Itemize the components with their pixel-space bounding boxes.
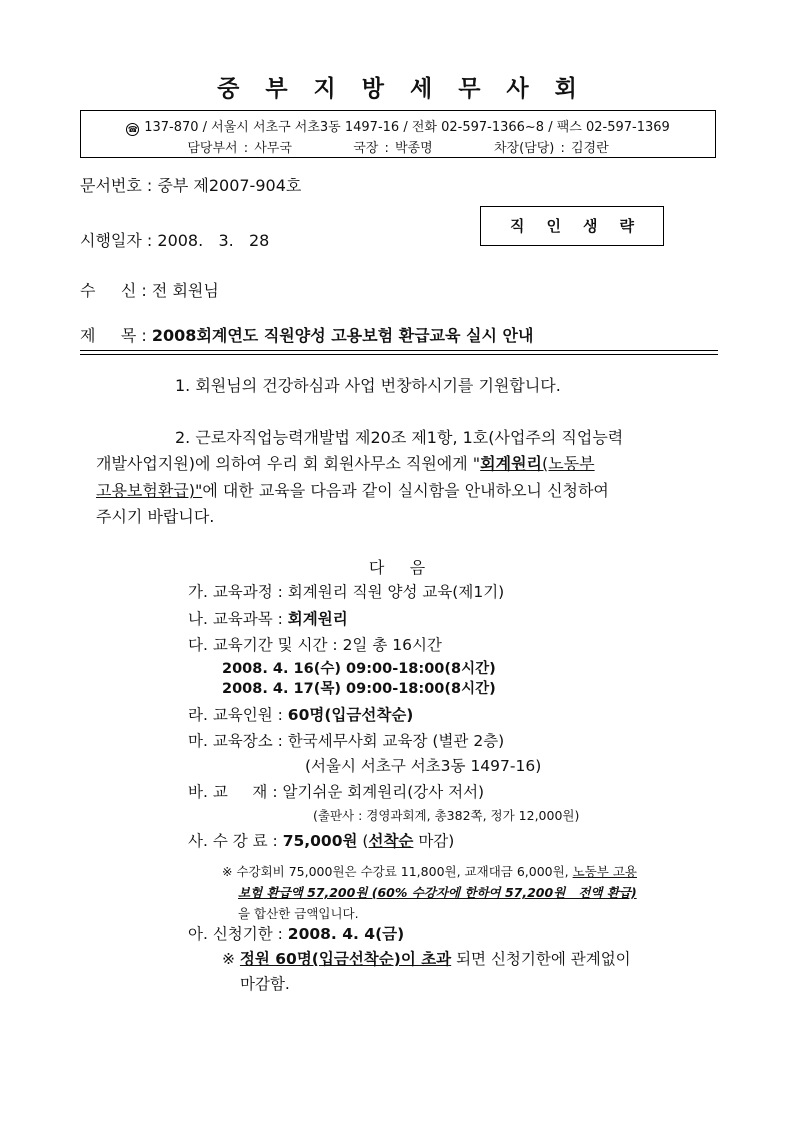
divider [80,350,718,351]
deadline-warning: ※ 정원 60명(입금선착순)이 초과 되면 신청기한에 관계없이 [222,950,631,968]
item-da: 다. 교육기간 및 시간 : 2일 총 16시간 [188,636,442,654]
subject-text: 2008회계연도 직원양성 고용보험 환급교육 실시 안내 [151,326,534,345]
details-heading: 다 음 [368,558,426,577]
paragraph-1: 1. 회원님의 건강하심과 사업 번창하시기를 기원합니다. [175,376,561,395]
item-ba: 바. 교 재 : 알기쉬운 회계원리(강사 저서) [188,783,485,801]
item-da-date-1: 2008. 4. 16(수) 09:00-18:00(8시간) [222,661,496,677]
doc-number: 문서번호 : 중부 제2007-904호 [80,176,302,195]
paragraph-2-line-3: 고용보험환급)"에 대한 교육을 다음과 같이 실시함을 안내하오니 신청하여 [96,481,609,500]
contact-box [80,110,716,158]
fee-note-line-1: ※ 수강회비 75,000원은 수강료 11,800원, 교재대금 6,000원, 노동부 고용 [222,864,637,879]
paragraph-2-line-4: 주시기 바랍니다. [96,507,215,526]
org-title: 중부지방세무사회 [217,76,603,102]
item-da-date-2: 2008. 4. 17(목) 09:00-18:00(8시간) [222,681,496,697]
item-na: 나. 교육과목 : 회계원리 [188,610,348,628]
item-ra: 라. 교육인원 : 60명(입금선착순) [188,706,414,724]
item-ma: 마. 교육장소 : 한국세무사회 교육장 (별관 2층) [188,732,505,750]
item-a: 아. 신청기한 : 2008. 4. 4(금) [188,925,405,943]
recipient: 수 신 : 전 회원님 [80,281,219,300]
item-ba-publisher: (출판사 : 경영과회계, 총382쪽, 정가 12,000원) [313,808,580,823]
seal-omitted-box: 직인생략 [480,206,664,246]
divider [80,354,718,355]
paragraph-2-line-1: 2. 근로자직업능력개발법 제20조 제1항, 1호(사업주의 직업능력 [175,428,624,447]
issue-date: 시행일자 : 2008. 3. 28 [80,231,270,250]
subject-line [80,323,533,346]
deadline-warning-line-2: 마감함. [240,975,290,993]
item-sa: 사. 수 강 료 : 75,000원 (선착순 마감) [188,832,455,850]
phone-icon: ☎ [127,125,138,134]
fee-note-line-2: 보험 환급액 57,200원 (60% 수강자에 한하여 57,200원 전액 환급) [238,885,637,900]
address-line: ☎ 137-870 / 서울시 서초구 서초3동 1497-16 / 전화 02-597-1366~8 / 팩스 02-597-1369 [127,120,670,135]
item-ma-address: (서울시 서초구 서초3동 1497-16) [305,757,542,775]
subject-label: 제 목 : [80,326,152,345]
item-ga: 가. 교육과정 : 회계원리 직원 양성 교육(제1기) [188,583,505,601]
paragraph-2-line-2: 개발사업지원)에 의하여 우리 회 회원사무소 직원에게 "회계원리(노동부 [96,454,595,473]
dept-line: 담당부서 : 사무국 국장 : 박종명 차장(담당) : 김경란 [187,141,609,156]
fee-note-line-3: 을 합산한 금액입니다. [238,906,359,921]
